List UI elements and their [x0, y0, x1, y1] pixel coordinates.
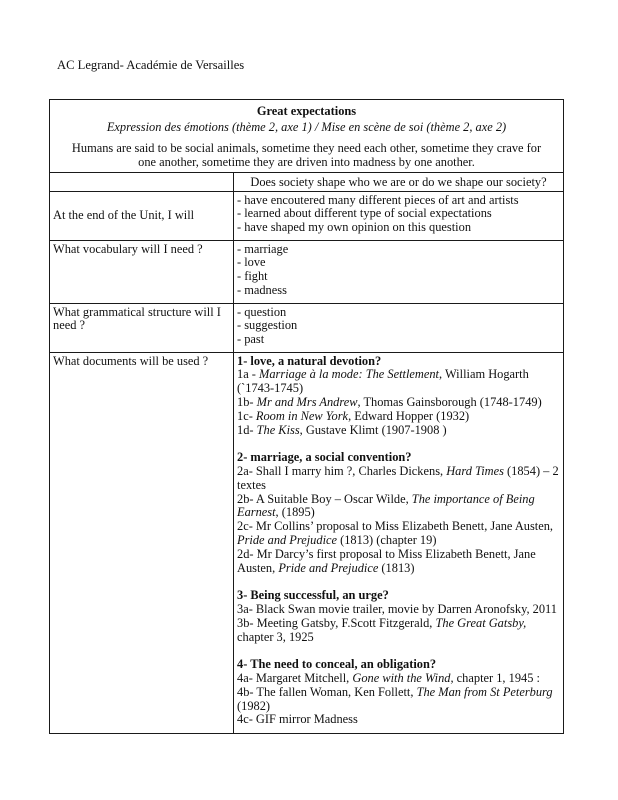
vocabulary-label: What vocabulary will I need ? — [50, 240, 234, 303]
title-row — [50, 100, 564, 173]
document-item: 4b- The fallen Woman, Ken Follett, The Man from St Peterburg (1982) — [237, 684, 553, 713]
grammar-row — [50, 303, 564, 352]
grammar-label: What grammatical structure will I need ? — [50, 303, 234, 352]
grammar-item: - suggestion — [237, 318, 298, 333]
goal-item: - have encoutered many different pieces of art and artists — [237, 192, 519, 207]
vocabulary-item: - fight — [237, 269, 268, 284]
vocabulary-item: - madness — [237, 282, 287, 297]
vocabulary-item: - marriage — [237, 241, 289, 256]
goal-item: - learned about different type of social expectations — [237, 206, 492, 221]
spacer — [237, 575, 560, 589]
document-item: 4c- GIF mirror Madness — [237, 712, 358, 727]
document-item: 1a - Marriage à la mode: The Settlement, William Hogarth (`1743-1745) — [237, 367, 529, 396]
document-item: 3b- Meeting Gatsby, F.Scott Fitzgerald, The Great Gatsby, chapter 3, 1925 — [237, 615, 527, 644]
document-item: 2b- A Suitable Boy – Oscar Wilde, The importance of Being Earnest, (1895) — [237, 491, 535, 520]
empty-cell — [50, 172, 234, 191]
title-cell — [50, 100, 564, 173]
section-title: 4- The need to conceal, an obligation? — [237, 657, 437, 672]
section-title: 1- love, a natural devotion? — [237, 353, 382, 368]
goal-item: - have shaped my own opinion on this question — [237, 220, 472, 235]
spacer — [237, 644, 560, 658]
section-title: 3- Being successful, an urge? — [237, 588, 389, 603]
unit-intro: Humans are said to be social animals, sometime they need each other, sometime they crave for one another, sometime they are driven into madness by one another. — [71, 141, 542, 169]
documents-list — [234, 352, 564, 733]
section-title: 2- marriage, a social convention? — [237, 450, 412, 465]
vocabulary-row — [50, 240, 564, 303]
grammar-list — [234, 303, 564, 352]
document-item: 2c- Mr Collins’ proposal to Miss Elizabeth Benett, Jane Austen, Pride and Prejudice (1813) (chapter 19) — [237, 519, 554, 547]
problematic-question: Does society shape who we are or do we shape our society? — [234, 172, 564, 191]
document-item: 1d- The Kiss, Gustave Klimt (1907-1908 ) — [237, 422, 447, 437]
unit-plan-table — [49, 99, 564, 734]
page-header: AC Legrand- Académie de Versailles — [57, 58, 245, 72]
problematic-row — [50, 172, 564, 191]
goals-label: At the end of the Unit, I will — [50, 191, 234, 240]
goals-row — [50, 191, 564, 240]
grammar-item: - question — [237, 304, 287, 319]
document-item: 2d- Mr Darcy’s first proposal to Miss Elizabeth Benett, Jane Austen, Pride and Prejudice (1813) — [237, 546, 536, 575]
documents-row — [50, 352, 564, 733]
spacer — [237, 437, 560, 451]
grammar-item: - past — [237, 332, 265, 347]
document-item: 1c- Room in New York, Edward Hopper (1932) — [237, 408, 470, 423]
unit-subtitle: Expression des émotions (thème 2, axe 1) / Mise en scène de soi (thème 2, axe 2) — [106, 120, 507, 134]
document-item: 4a- Margaret Mitchell, Gone with the Wind, chapter 1, 1945 : — [237, 670, 540, 685]
vocabulary-list — [234, 240, 564, 303]
document-item: 1b- Mr and Mrs Andrew, Thomas Gainsborough (1748-1749) — [237, 394, 542, 409]
goals-list — [234, 191, 564, 240]
vocabulary-item: - love — [237, 255, 266, 270]
documents-label: What documents will be used ? — [50, 352, 234, 733]
unit-title: Great expectations — [256, 104, 357, 118]
document-item: 3a- Black Swan movie trailer, movie by Darren Aronofsky, 2011 — [237, 601, 557, 616]
document-item: 2a- Shall I marry him ?, Charles Dickens, Hard Times (1854) – 2 textes — [237, 463, 559, 492]
